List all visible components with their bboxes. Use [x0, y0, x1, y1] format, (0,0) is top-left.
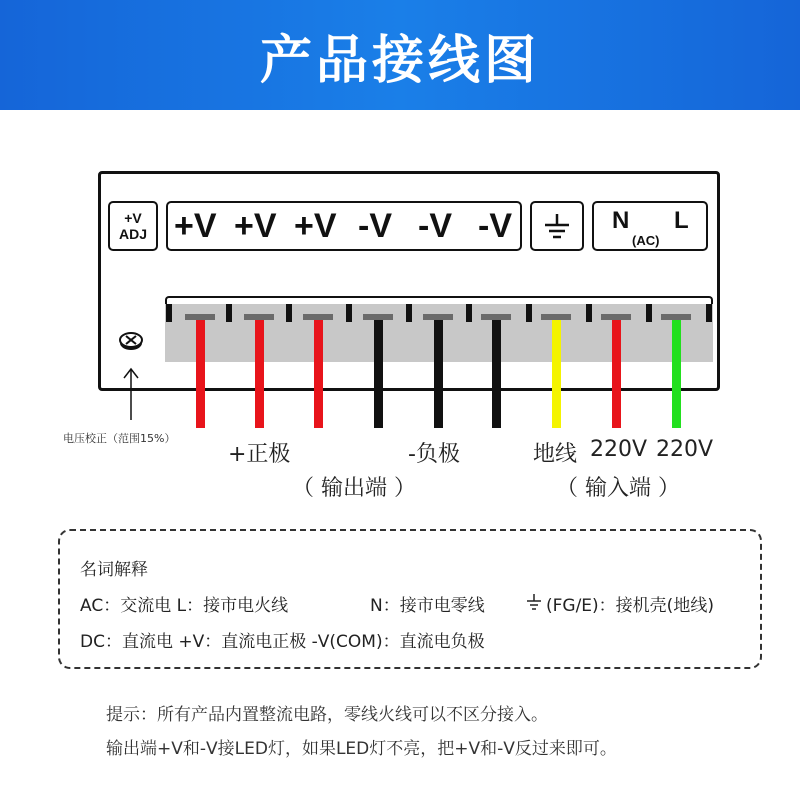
terminal-post — [286, 304, 292, 322]
ac-sub-label: (AC) — [632, 233, 660, 248]
terminal-post — [226, 304, 232, 322]
glossary-title: 名词解释 — [80, 560, 148, 580]
ground-label-box — [530, 201, 584, 251]
ac-l-label: L — [674, 207, 689, 234]
terminal-label-pos-3: +V — [294, 207, 337, 245]
wire — [434, 320, 443, 428]
dc-terminal-label-box — [166, 201, 522, 251]
adj-line1: +V — [124, 210, 142, 226]
adjust-note: 电压校正（范围15%） — [63, 432, 176, 445]
wire — [196, 320, 205, 428]
terminal-post — [406, 304, 412, 322]
adj-label-box — [108, 201, 158, 251]
wire — [255, 320, 264, 428]
wire — [552, 320, 561, 428]
glossary-box — [58, 529, 762, 669]
voltage-label-n: 220V — [590, 437, 648, 462]
ground-symbol-icon — [542, 211, 572, 241]
input-label: （ 输入端 ） — [556, 476, 680, 501]
wire — [492, 320, 501, 428]
terminal-post — [706, 304, 712, 322]
header-banner — [0, 0, 800, 110]
terminal-post — [466, 304, 472, 322]
terminal-post — [346, 304, 352, 322]
positive-label: +正极 — [228, 442, 291, 467]
wire — [374, 320, 383, 428]
glossary-n: N：接市电零线 — [370, 596, 485, 616]
negative-label: -负极 — [408, 442, 460, 467]
terminal-post — [586, 304, 592, 322]
glossary-ac-l: AC：交流电 L：接市电火线 — [80, 596, 289, 616]
adj-line2: ADJ — [118, 226, 147, 242]
adjust-screw-icon[interactable] — [118, 330, 144, 352]
terminal-label-neg-2: -V — [418, 207, 452, 245]
wire — [672, 320, 681, 428]
adjust-arrow-icon — [122, 366, 140, 422]
tip-line-1: 提示：所有产品内置整流电路，零线火线可以不区分接入。 — [106, 705, 548, 725]
wire — [612, 320, 621, 428]
ground-label: 地线 — [533, 442, 578, 467]
tip-line-2: 输出端+V和-V接LED灯，如果LED灯不亮，把+V和-V反过来即可。 — [106, 739, 617, 759]
ac-n-label: N — [612, 207, 630, 234]
voltage-label-l: 220V — [656, 437, 714, 462]
glossary-dc: DC：直流电 +V：直流电正极 -V(COM)：直流电负极 — [80, 632, 485, 652]
terminal-label-neg-3: -V — [478, 207, 512, 245]
terminal-label-neg-1: -V — [358, 207, 392, 245]
glossary-fg: (FG/E)：接机壳(地线) — [546, 596, 714, 616]
terminal-strip-frame — [165, 296, 713, 304]
terminal-post — [646, 304, 652, 322]
terminal-label-pos-2: +V — [234, 207, 277, 245]
ac-input-label-box — [592, 201, 708, 251]
terminal-label-pos-1: +V — [174, 207, 217, 245]
ground-symbol-icon — [525, 592, 543, 612]
terminal-post — [166, 304, 172, 322]
page-title: 产品接线图 — [259, 30, 540, 91]
output-label: （ 输出端 ） — [292, 476, 416, 501]
terminal-post — [526, 304, 532, 322]
wire — [314, 320, 323, 428]
